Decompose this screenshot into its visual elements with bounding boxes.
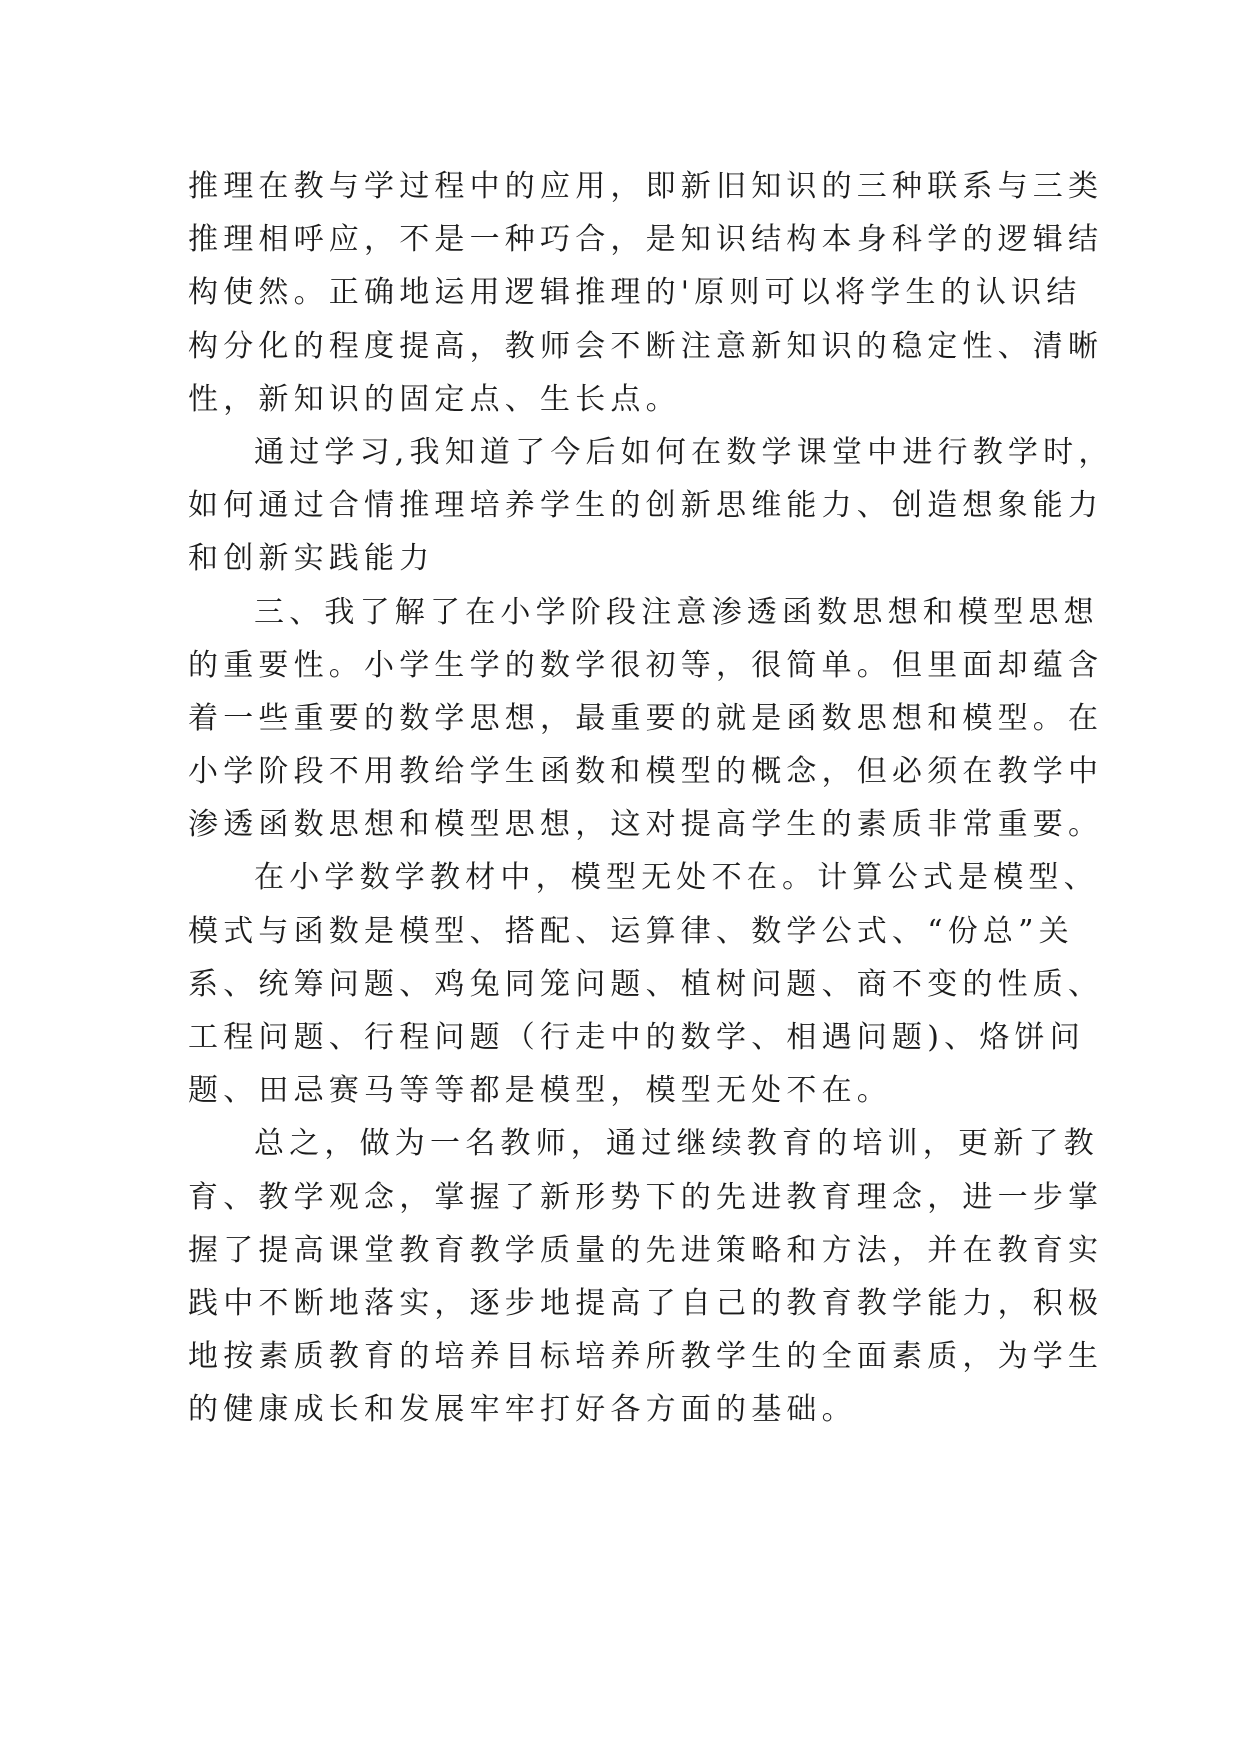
text-line: 构分化的程度提高，教师会不断注意新知识的稳定性、清晰 xyxy=(188,328,1104,364)
text-line: 渗透函数思想和模型思想，这对提高学生的素质非常重要。 xyxy=(188,807,1104,843)
text-line: 构使然。正确地运用逻辑推理的'原则可以将学生的认识结 xyxy=(188,275,1082,311)
paragraph-first-line: 在小学数学教材中，模型无处不在。计算公式是模型、 xyxy=(254,860,1099,896)
paragraph-first-line: 总之，做为一名教师，通过继续教育的培训，更新了教 xyxy=(254,1126,1099,1162)
paragraph-first-line: 三、我了解了在小学阶段注意渗透函数思想和模型思想 xyxy=(254,594,1099,630)
text-line: 的重要性。小学生学的数学很初等，很简单。但里面却蕴含 xyxy=(188,647,1104,683)
text-line: 和创新实践能力 xyxy=(188,541,435,577)
text-line: 小学阶段不用教给学生函数和模型的概念，但必须在教学中 xyxy=(188,754,1104,790)
paragraph-first-line: 通过学习,我知道了今后如何在数学课堂中进行教学时， xyxy=(254,434,1114,470)
body-text xyxy=(188,160,1114,1437)
text-line: 如何通过合情推理培养学生的创新思维能力、创造想象能力 xyxy=(188,488,1104,524)
text-line: 系、统筹问题、鸡兔同笼问题、植树问题、商不变的性质、 xyxy=(188,966,1104,1002)
text-line: 着一些重要的数学思想，最重要的就是函数思想和模型。在 xyxy=(188,700,1104,736)
text-line: 题、田忌赛马等等都是模型，模型无处不在。 xyxy=(188,1073,892,1109)
text-line: 地按素质教育的培养目标培养所教学生的全面素质，为学生 xyxy=(188,1339,1104,1375)
text-line: 模式与函数是模型、搭配、运算律、数学公式、“份总”关 xyxy=(188,913,1074,949)
text-line: 性，新知识的固定点、生长点。 xyxy=(188,381,681,417)
text-line: 推理在教与学过程中的应用，即新旧知识的三种联系与三类 xyxy=(188,169,1104,204)
text-line: 推理相呼应，不是一种巧合，是知识结构本身科学的逻辑结 xyxy=(188,222,1104,258)
text-line: 握了提高课堂教育教学质量的先进策略和方法，并在教育实 xyxy=(188,1232,1104,1268)
text-line: 践中不断地落实，逐步地提高了自己的教育教学能力，积极 xyxy=(188,1285,1104,1321)
text-line: 育、教学观念，掌握了新形势下的先进教育理念，进一步掌 xyxy=(188,1179,1104,1215)
text-line: 的健康成长和发展牢牢打好各方面的基础。 xyxy=(188,1392,857,1428)
text-line: 工程问题、行程问题（行走中的数学、相遇问题)、烙饼问 xyxy=(188,1020,1085,1055)
